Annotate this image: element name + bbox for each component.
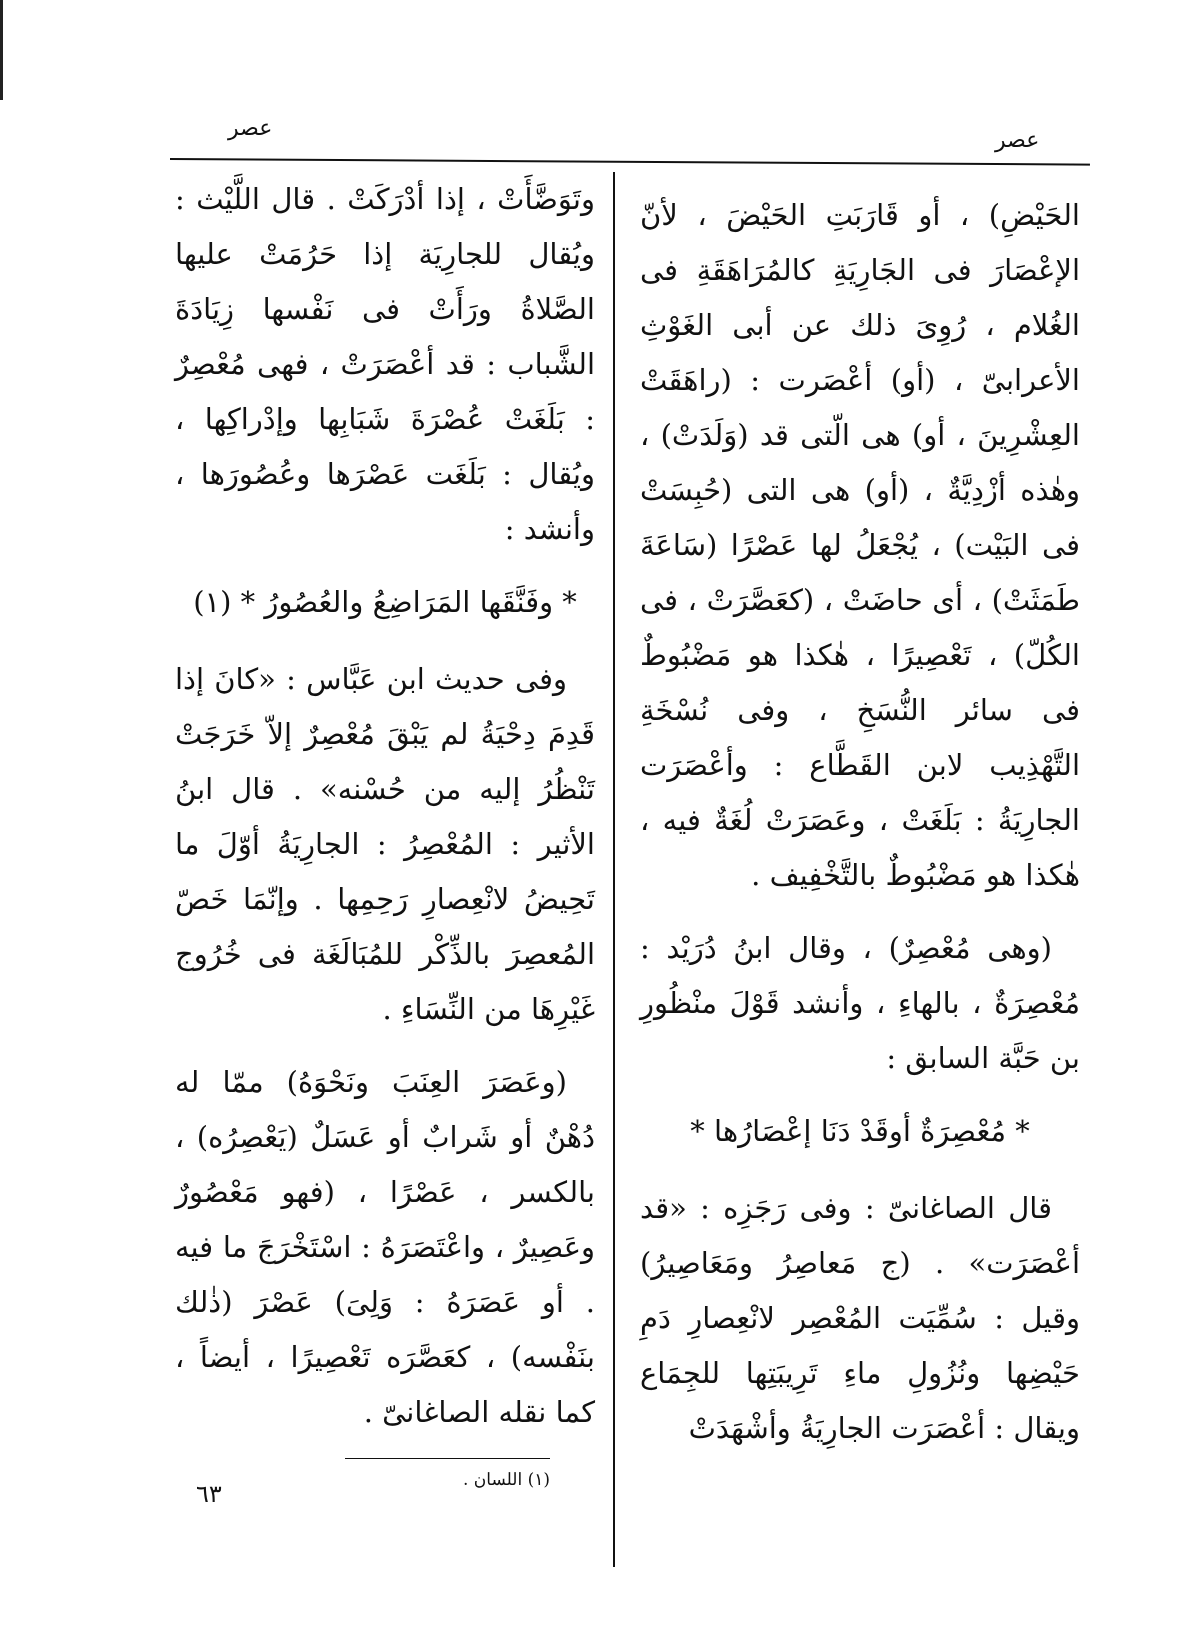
left-verse: * وفَنَّقَها المَرَاضِعُ والعُصُورُ * (١) [193, 585, 577, 619]
right-paragraph-3: قال الصاغانىّ : وفى رَجَزِه : «قد أعْصَرَت» . (ج مَعاصِرُ ومَعَاصِيرُ) وقيل : سُمِّيَت المُعْصِر لانْعِصارِ دَمِ حَيْضِها ونُزُولِ ماءِ تَرِيبَتِها للجِمَاع ويقال : أعْصَرَت الجارِيَةُ وأشْهَدَتْ [640, 1191, 1080, 1445]
left-paragraph-2: وفى حديث ابن عَبَّاس : «كانَ إذا قَدِمَ دِحْيَةُ لم يَبْقَ مُعْصِرٌ إلاّ خَرَجَتْ تَنْظُرُ إليه من حُسْنه» . قال ابنُ الأثير : المُعْصِرُ : الجارِيَةُ أوّلَ ما تَحِيضُ لانْعِصارِ رَحِمِها . وإنّمَا خَصّ المُعصِرَ بالذِّكْر للمُبَالَغَة فى خُرُوج غَيْرِهَا من النِّسَاءِ . [175, 662, 595, 1026]
header-rule [170, 158, 1090, 166]
right-paragraph-2: (وهى مُعْصِرٌ) ، وقال ابنُ دُرَيْد : مُعْصِرَةٌ ، بالهاءِ ، وأنشد قَوْلَ منْظُورِ بن حَبَّة السابق : [640, 931, 1080, 1075]
page-number: ٦٣ [196, 1480, 222, 1508]
footnote-rule [345, 1458, 550, 1459]
left-paragraph-3: (وعَصَرَ العِنَبَ ونَحْوَهُ) ممّا له دُهْنٌ أو شَرابٌ أو عَسَلٌ (يَعْصِرُه) ، بالكسر ، عَصْرًا ، (فهو مَعْصُورٌ وعَصِيرٌ ، واعْتَصَرَهُ : اسْتَخْرَجَ ما فيه . أو عَصَرَهُ : وَلِىَ) عَصْرَ (ذٰلك بنَفْسه) ، كعَصَّرَه تَعْصِيرًا ، أيضاً ، كما نقله الصاغانىّ . [175, 1065, 595, 1429]
footnote: (١) اللسان . [463, 1470, 550, 1490]
scan-edge-mark [0, 0, 9, 100]
right-paragraph-1: الحَيْضِ) ، أو قَارَبَتِ الحَيْضَ ، لأنّ الإعْصَارَ فى الجَارِيَةِ كالمُرَاهَقَةِ فى الغُلام ، رُوِىَ ذلك عن أبى الغَوْثِ الأعرابىّ ، (أو) أعْصَرت : (راهَقَتْ العِشْرِينَ ، أو) هى الّتى قد (وَلَدَتْ) ، وهٰذه أزْدِيَّةٌ ، (أو) هى التى (حُبِسَتْ فى البَيْت) ، يُجْعَلُ لها عَصْرًا (سَاعَةَ طَمَثَتْ) ، أى حاضَتْ ، (كعَصَّرَتْ ، فى الكُلّ) ، تَعْصِيرًا ، هٰكذا هو مَضْبُوطٌ فى سائر النُّسَخِ ، وفى نُسْخَةِ التَّهْذِيب لابن القَطَّاع : وأعْصَرَت الجارِيَةُ : بَلَغَتْ ، وعَصَرَتْ لُغَةٌ فيه ، هٰكذا هو مَضْبُوطٌ بالتَّخْفِيف . [640, 198, 1080, 892]
column-divider [613, 172, 615, 1567]
running-header-left: عصر [228, 116, 273, 141]
left-paragraph-1: وتَوَضَّأَتْ ، إذا أدْرَكَتْ . قال اللَّيْث : ويُقال للجارِيَة إذا حَرُمَتْ عليها الصَّلاةُ ورَأَتْ فى نَفْسها زِيَادَةَ الشَّباب : قد أعْصَرَتْ ، فهى مُعْصِرٌ : بَلَغَتْ عُصْرَةَ شَبَابِها وإدْراكِها ، ويُقال : بَلَغَت عَصْرَها وعُصُورَها ، وأنشد : [175, 182, 595, 546]
left-column [175, 172, 595, 1458]
right-verse: * مُعْصِرَةٌ أوقَدْ دَنَا إعْصَارُها * [690, 1114, 1030, 1148]
right-column [640, 188, 1080, 1474]
running-header-right: عصر [995, 128, 1040, 153]
